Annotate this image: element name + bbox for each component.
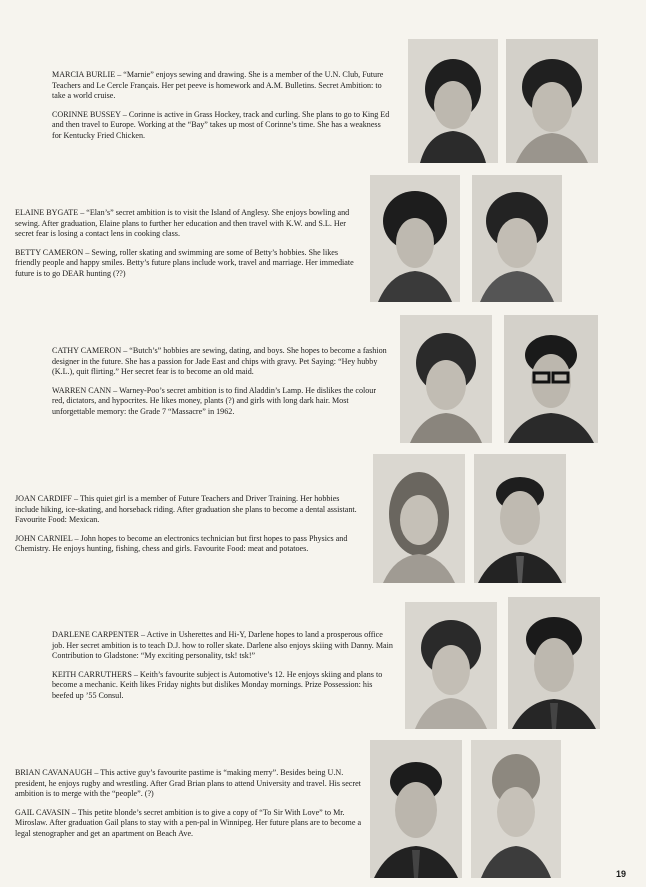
student-bio: – This quiet girl is a member of Future Teachers and Driver Training. Her hobbies include hiking, ice-skating, and horseback riding. After graduation she plans to become a dental assistant. Favourite Food: Mexican. (15, 494, 357, 525)
student-name: CATHY CAMERON (52, 346, 122, 355)
portrait-corinne-bussey (506, 39, 598, 163)
entry-group-3 (52, 346, 390, 426)
student-name: BRIAN CAVANAUGH (15, 768, 93, 777)
student-bio: – Warney-Poo’s secret ambition is to find Aladdin’s Lamp. He dislikes the colour red, dictators, and hypocrites. He likes money, plants (?) and girls with long dark hair. Most unforgettable memory: the Grade 7 “Massacre” in 1962. (52, 385, 377, 416)
student-name: WARREN CANN (52, 385, 112, 395)
portrait-marcia-burlie (408, 39, 498, 163)
student-name: KEITH CARRUTHERS (52, 669, 132, 679)
portrait-darlene-carpenter (405, 602, 497, 729)
entry-group-2 (15, 208, 360, 288)
student-name: JOAN CARDIFF (15, 494, 72, 503)
entry-group-4 (15, 494, 365, 563)
student-bio: – Keith’s favourite subject is Automotive’s 12. He enjoys skiing and plans to become a mechanic. Keith likes Friday nights but dislikes Monday mornings. Prize Possession: his beefed up ’55 Consul. (52, 669, 383, 700)
student-bio: – This active guy’s favourite pastime is “making merry”. Besides being U.N. president, he enjoys rugby and wrestling. After Grad Brian plans to attend University and travel. His secret ambition is to merge with the “people”. (?) (15, 768, 361, 799)
entry-joan-cardiff (15, 494, 365, 526)
portrait-john-carniel (474, 454, 566, 583)
entry-cathy-cameron (52, 346, 390, 378)
entry-group-1 (52, 70, 392, 150)
portrait-keith-carruthers (508, 597, 600, 729)
student-name: GAIL CAVASIN (15, 807, 70, 817)
portrait-gail-cavasin (471, 740, 561, 878)
student-bio: – “Butch’s” hobbies are sewing, dating, and boys. She hopes to become a fashion designer in the future. She has a passion for Jade East and chips with gravy. Pet Saying: “Hey hubby (K.L.), quit flirting.” Her secret fear is to become an old maid. (52, 346, 387, 377)
student-name: BETTY CAMERON (15, 247, 84, 257)
portrait-brian-cavanaugh (370, 740, 462, 878)
student-name: DARLENE CARPENTER (52, 630, 140, 639)
entry-group-5 (52, 630, 394, 710)
portrait-warren-cann (504, 315, 598, 443)
portrait-betty-cameron (472, 175, 562, 302)
entry-group-6 (15, 768, 365, 848)
portrait-joan-cardiff (373, 454, 465, 583)
page-number: 19 (615, 869, 626, 879)
entry-betty-cameron (15, 248, 360, 280)
student-name: MARCIA BURLIE (52, 70, 116, 79)
portrait-cathy-cameron (400, 315, 492, 443)
entry-brian-cavanaugh (15, 768, 365, 800)
student-bio: – John hopes to become an electronics technician but first hopes to pass Physics and Chemistry. He enjoys hunting, fishing, chess and girls. Favourite Food: meat and potatoes. (15, 533, 348, 554)
student-bio: – Active in Usherettes and Hi-Y, Darlene hopes to land a prosperous office job. Her secret ambition is to teach D.J. how to roller skate. Darlene also enjoys skiing with Danny. Main Contribution to Gladstone: “My exciting personality, tsk! tsk!” (52, 630, 393, 661)
entry-elaine-bygate (15, 208, 360, 240)
entry-keith-carruthers (52, 670, 394, 702)
entry-corinne-bussey (52, 110, 392, 142)
entry-john-carniel (15, 534, 365, 555)
student-bio: – Sewing, roller skating and swimming are some of Betty’s hobbies. She likes friendly people and happy smiles. Betty’s future plans include work, travel and marriage. Her immediate future is to go DEAR hunting (??) (15, 247, 354, 278)
entry-marcia-burlie (52, 70, 392, 102)
student-name: JOHN CARNIEL (15, 533, 73, 543)
entry-warren-cann (52, 386, 390, 418)
student-bio: – This petite blonde’s secret ambition is to give a copy of “To Sir With Love” to Mr. Miroslaw. After graduation Gail plans to stay with a pen-pal in Winnipeg. Her future plans are to become a legal stenographer and get an apartment on Beach Ave. (15, 807, 362, 838)
student-name: ELAINE BYGATE (15, 208, 79, 217)
student-bio: – “Marnie” enjoys sewing and drawing. She is a member of the U.N. Club, Future Teachers and Le Cercle Français. Her pet peeve is homework and A.M. Bulletins. Secret Ambition: to take a world cruise. (52, 70, 384, 101)
entry-darlene-carpenter (52, 630, 394, 662)
student-bio: – Corinne is active in Grass Hockey, track and curling. She plans to go to King Ed and then travel to Europe. Working at the “Bay” takes up most of Corinne’s time. She has a weakness for Kentucky Fried Chicken. (52, 109, 390, 140)
portrait-elaine-bygate (370, 175, 460, 302)
student-bio: – “Elan’s” secret ambition is to visit the Island of Anglesy. She enjoys bowling and sewing. After graduation, Elaine plans to further her education and then travel with K.W. and S.L. Her secret fear is losing a contact lens in cooking class. (15, 208, 350, 239)
entry-gail-cavasin (15, 808, 365, 840)
student-name: CORINNE BUSSEY (52, 109, 121, 119)
